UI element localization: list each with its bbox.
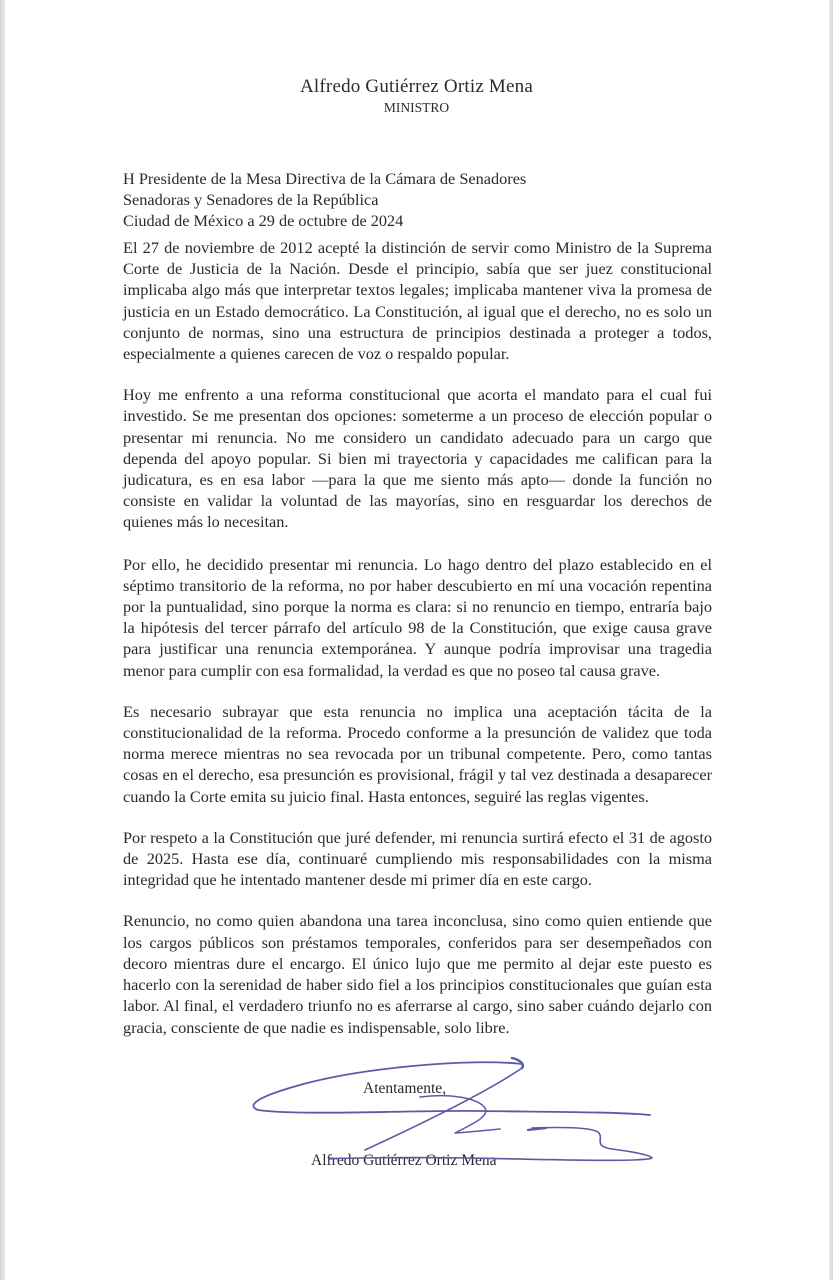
addressee-line: H Presidente de la Mesa Directiva de la Cámara de Senadores: [123, 169, 527, 188]
body-paragraph: Por respeto a la Constitución que juré defender, mi renuncia surtirá efecto el 31 de agosto de 2025. Hasta ese día, continuaré cumpliendo mis responsabilidades con la misma integridad que he intentado mantener desde mi primer día en este cargo.: [123, 827, 712, 890]
letterhead: [0, 76, 833, 117]
body-paragraph: El 27 de noviembre de 2012 acepté la distinción de servir como Ministro de la Suprema Corte de Justicia de la Nación. Desde el principio, sabía que ser juez constitucional implicaba algo más que interpretar textos legales; implicaba mantener viva la promesa de justicia en un Estado democrático. La Constitución, al igual que el derecho, no es solo un conjunto de normas, sino una estructura de principios destinada a proteger a todos, especialmente a quienes carecen de voz o respaldo popular.: [123, 238, 712, 364]
addressee-line: Senadoras y Senadores de la República: [123, 190, 379, 209]
body-paragraph: Por ello, he decidido presentar mi renuncia. Lo hago dentro del plazo establecido en el séptimo transitorio de la reforma, no por haber descubierto en mí una vocación repentina por la puntualidad, sino porque la norma es clara: si no renuncio en tiempo, entraría bajo la hipótesis del tercer párrafo del artículo 98 de la Constitución, que exige causa grave para justificar una renuncia extemporánea. Y aunque podría improvisar una tragedia menor para cumplir con esa formalidad, la verdad es que no poseo tal causa grave.: [123, 554, 712, 680]
addressee-block: [123, 168, 723, 231]
page-edge-left: [0, 0, 5, 1280]
signer-name: Alfredo Gutiérrez Ortiz Mena: [311, 1152, 497, 1169]
letter-body: [123, 237, 712, 1058]
date-line: Ciudad de México a 29 de octubre de 2024: [123, 211, 404, 230]
letterhead-role: MINISTRO: [383, 100, 450, 115]
letterhead-name: Alfredo Gutiérrez Ortiz Mena: [300, 76, 533, 97]
body-paragraph: Renuncio, no como quien abandona una tarea inconclusa, sino como quien entiende que los cargos públicos son préstamos temporales, conferidos para ser desempeñados con decoro mientras dure el encargo. El único lujo que me permito al dejar este puesto es hacerlo con la serenidad de haber sido fiel a los principios constitucionales que guían esta labor. Al final, el verdadero triunfo no es aferrarse al cargo, sino saber cuándo dejarlo con gracia, consciente de que nadie es indispensable, solo libre.: [123, 911, 712, 1037]
closing-salutation: Atentamente,: [363, 1080, 447, 1097]
body-paragraph: Es necesario subrayar que esta renuncia no implica una aceptación tácita de la constitucionalidad de la reforma. Procedo conforme a la presunción de validez que toda norma merece mientras no sea revocada por un tribunal competente. Pero, como tantas cosas en el derecho, esa presunción es provisional, frágil y tal vez destinada a desaparecer cuando la Corte emita su juicio final. Hasta entonces, seguiré las reglas vigentes.: [123, 701, 712, 806]
page-edge-right: [829, 0, 833, 1280]
body-paragraph: Hoy me enfrento a una reforma constitucional que acorta el mandato para el cual fui investido. Se me presentan dos opciones: someterme a un proceso de elección popular o presentar mi renuncia. No me considero un candidato adecuado para un cargo que dependa del apoyo popular. Si bien mi trayectoria y capacidades me califican para la judicatura, es en esa labor —para la que me siento más apto— donde la función no consiste en validar la voluntad de las mayorías, sino en resguardar los derechos de quienes más lo necesitan.: [123, 385, 712, 532]
